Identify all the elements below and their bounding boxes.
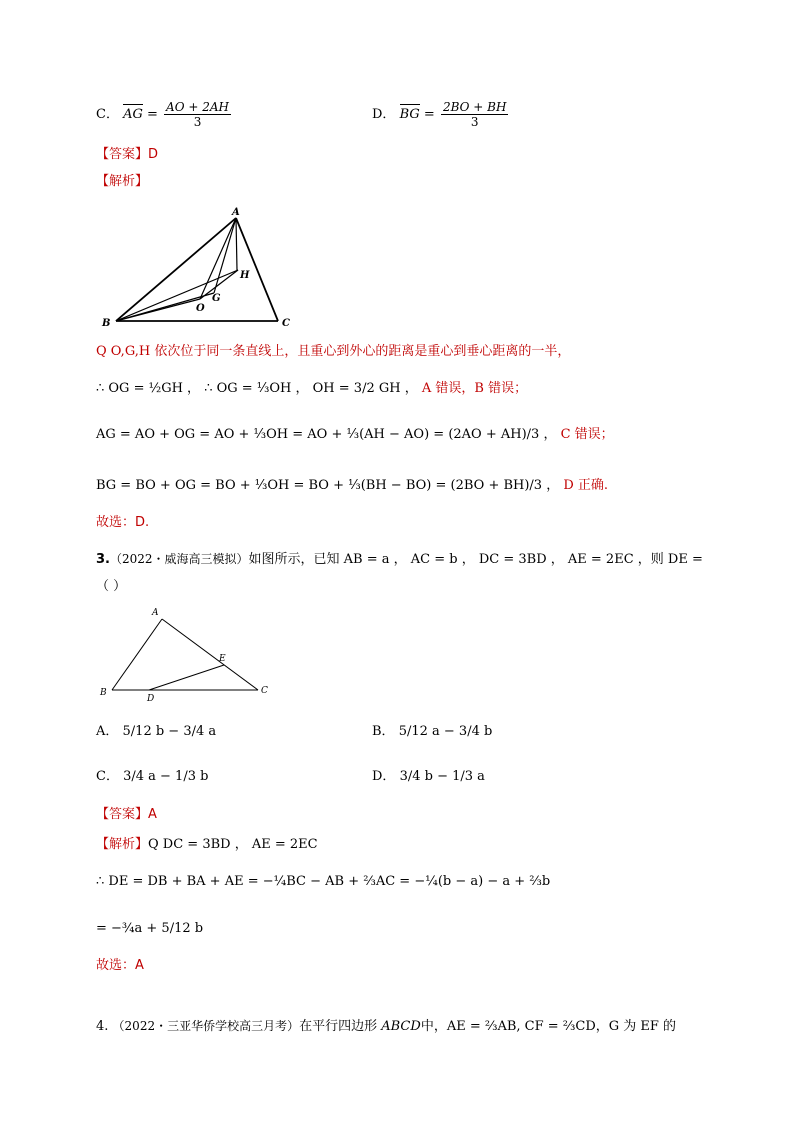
option-label: B．: [372, 724, 395, 739]
question-number: 4.: [96, 1019, 109, 1034]
question-number: 3.: [96, 552, 110, 567]
edge-ac: [162, 619, 258, 690]
denominator: 3: [470, 115, 479, 129]
denominator: 3: [193, 115, 202, 129]
option-label: C．: [96, 769, 119, 784]
label-a: A: [152, 608, 159, 618]
label-b: B: [100, 688, 107, 698]
conclusion-note: C 错误；: [560, 427, 614, 442]
answer-tag: 【答案】: [96, 807, 149, 822]
q3-option-c: [96, 768, 208, 786]
option-label: D．: [372, 107, 396, 122]
q3-triangle-figure: [96, 600, 286, 705]
q3-paren: （ ）: [96, 579, 127, 594]
label-c: C: [261, 686, 268, 696]
q2-analysis-line2: [96, 380, 527, 398]
q3-analysis-line2: ∴ DE = DB + BA + AE = −¼BC − AB + ⅔AC = −¼(b − a) − a + ⅔b: [96, 874, 551, 889]
option-label: A．: [96, 724, 119, 739]
label-o: O: [196, 303, 205, 314]
q3-stem: [96, 550, 703, 569]
conclusion-note: A 错误，B 错误；: [421, 381, 528, 396]
vector-ag: AG: [123, 107, 143, 122]
label-h: H: [240, 270, 250, 281]
q3-option-d: [372, 768, 485, 786]
q2-analysis-line1: Q O,G,H 依次位于同一条直线上，且重心到外心的距离是重心到垂心距离的一半，: [96, 344, 571, 359]
answer-value: D: [148, 147, 159, 162]
q2-triangle-figure: [96, 200, 306, 332]
segment-ah: [236, 218, 237, 270]
q3-answer: [96, 806, 157, 824]
q2-conclusion: 故选：D.: [96, 515, 150, 530]
expression: AE = ⅔AB, CF = ⅔CD: [446, 1019, 596, 1034]
fraction: [164, 100, 231, 129]
answer-value: A: [148, 807, 157, 822]
label-a: A: [232, 207, 240, 218]
label-e: E: [219, 654, 226, 664]
analysis-tag: 【解析】: [96, 837, 149, 852]
q3-analysis-line3: = −¾a + 5/12 b: [96, 921, 204, 936]
option-expression: 3/4 a − 1/3 b: [123, 769, 209, 784]
edge-ab: [112, 619, 162, 690]
question-text: 中，: [420, 1019, 447, 1034]
q2-analysis-line4: [96, 477, 608, 495]
question-source: （2022・三亚华侨学校高三月考）: [112, 1019, 300, 1033]
numerator: 2BO + BH: [442, 100, 507, 114]
expression: BG = BO + OG = BO + ⅓OH = BO + ⅓(BH − BO) = (2BO + BH)/3 ，: [96, 478, 560, 493]
analysis-tag: 【解析】: [96, 174, 149, 189]
segment-ag: [214, 218, 236, 293]
q4-stem: [96, 1017, 676, 1036]
question-source: （2022・威海高三模拟）: [109, 552, 249, 566]
q3-option-b: [372, 723, 492, 741]
segment-ao: [200, 218, 236, 299]
option-label: D．: [372, 769, 396, 784]
parallelogram-name: ABCD: [381, 1019, 421, 1034]
answer-tag: 【答案】: [96, 147, 149, 162]
q2-analysis-tag: [96, 173, 148, 191]
option-expression: 3/4 b − 1/3 a: [399, 769, 485, 784]
question-text: 如图所示，已知 AB = a ， AC = b ， DC = 3BD ， AE = 2EC ，则 DE =: [248, 552, 703, 567]
q3-analysis-line1: [96, 836, 318, 854]
q2-option-d: D． BG = $\frac{2BO + BH}{3}$: [372, 100, 507, 129]
expression: ∴ OG = ½GH ， ∴ OG = ⅓OH ， OH = 3/2 GH ，: [96, 381, 418, 396]
label-g: G: [212, 293, 221, 304]
question-text: 在平行四边形: [299, 1019, 378, 1034]
q2-analysis-line3: [96, 426, 614, 444]
q3-option-a: [96, 723, 216, 741]
option-expression: 5/12 b − 3/4 a: [122, 724, 217, 739]
option-label: C．: [96, 107, 119, 122]
conclusion-note: D 正确.: [563, 478, 609, 493]
option-expression: 5/12 a − 3/4 b: [398, 724, 493, 739]
segment-de: [149, 665, 224, 690]
label-d: D: [147, 694, 155, 704]
q2-answer: [96, 146, 158, 164]
q3-conclusion: 故选：A: [96, 958, 144, 973]
expression: AG = AO + OG = AO + ⅓OH = AO + ⅓(AH − AO) = (2AO + AH)/3 ，: [96, 427, 557, 442]
question-text: ，G 为 EF 的: [595, 1019, 677, 1034]
label-b: B: [102, 318, 111, 329]
q2-option-c: C． AG = $\frac{AO + 2AH}{3}$: [96, 100, 229, 129]
label-c: C: [282, 318, 290, 329]
expression: Q DC = 3BD ， AE = 2EC: [148, 837, 318, 852]
vector-bg: BG: [399, 107, 420, 122]
fraction: [441, 100, 508, 129]
numerator: AO + 2AH: [166, 100, 229, 114]
